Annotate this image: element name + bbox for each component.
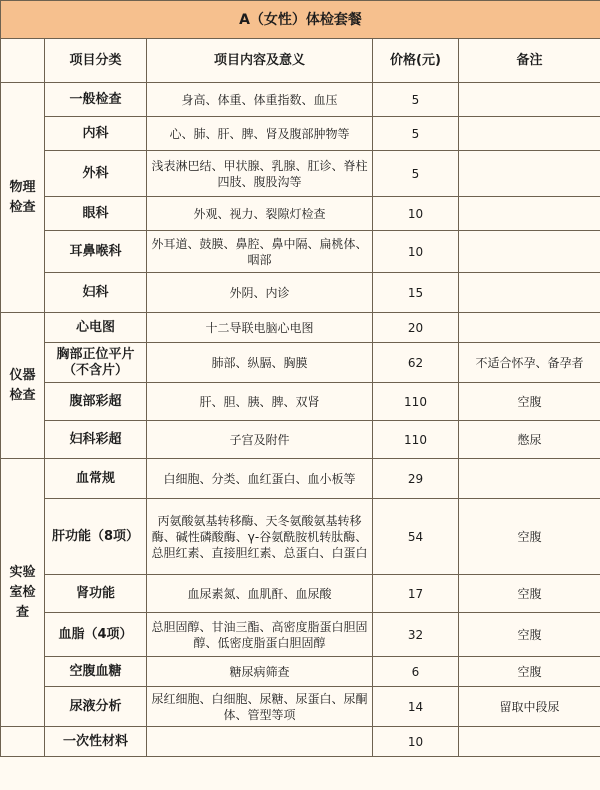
group-instrument [1, 313, 45, 459]
header-note: 备注 [459, 39, 600, 83]
item-price: 17 [373, 575, 459, 613]
group-label: 物理检查 [9, 179, 36, 215]
table-row [1, 197, 600, 231]
item-name: 心电图 [45, 313, 147, 343]
table-row [1, 727, 600, 757]
item-price: 5 [373, 151, 459, 197]
header-category: 项目分类 [45, 39, 147, 83]
item-name: 空腹血糖 [45, 657, 147, 687]
item-note: 憋尿 [459, 421, 600, 459]
item-note: 空腹 [459, 575, 600, 613]
item-note [459, 83, 600, 117]
item-name: 妇科 [45, 273, 147, 313]
table-row [1, 151, 600, 197]
item-name: 胸部正位平片（不含片） [45, 343, 147, 383]
item-content: 肺部、纵膈、胸膜 [147, 343, 373, 383]
extra-blank [1, 727, 45, 757]
table-row [1, 575, 600, 613]
item-content: 糖尿病筛查 [147, 657, 373, 687]
item-note [459, 197, 600, 231]
item-note [459, 151, 600, 197]
table-row [1, 421, 600, 459]
table-title: A（女性）体检套餐 [1, 1, 600, 39]
group-label: 实验室检查 [9, 564, 36, 620]
item-price: 110 [373, 421, 459, 459]
item-note [459, 459, 600, 499]
item-note [459, 231, 600, 273]
item-content: 总胆固醇、甘油三酯、高密度脂蛋白胆固醇、低密度脂蛋白胆固醇 [147, 613, 373, 657]
item-note: 空腹 [459, 613, 600, 657]
item-content: 尿红细胞、白细胞、尿糖、尿蛋白、尿酮体、管型等项 [147, 687, 373, 727]
item-name: 耳鼻喉科 [45, 231, 147, 273]
table-row [1, 313, 600, 343]
table-row [1, 273, 600, 313]
item-note: 空腹 [459, 383, 600, 421]
item-note: 空腹 [459, 499, 600, 575]
table-row [1, 687, 600, 727]
item-content: 十二导联电脑心电图 [147, 313, 373, 343]
header-price: 价格(元) [373, 39, 459, 83]
item-note: 留取中段尿 [459, 687, 600, 727]
header-row [1, 39, 600, 83]
item-name: 眼科 [45, 197, 147, 231]
group-lab [1, 459, 45, 727]
table-row [1, 459, 600, 499]
item-content: 血尿素氮、血肌酐、血尿酸 [147, 575, 373, 613]
item-content: 外观、视力、裂隙灯检查 [147, 197, 373, 231]
item-content: 丙氨酸氨基转移酶、天冬氨酸氨基转移酶、碱性磷酸酶、γ-谷氨酰胺机转肽酶、总胆红素、直接胆红素、总蛋白、白蛋白 [147, 499, 373, 575]
item-name: 血脂（4项） [45, 613, 147, 657]
item-note [459, 727, 600, 757]
item-content: 肝、胆、胰、脾、双肾 [147, 383, 373, 421]
item-name: 妇科彩超 [45, 421, 147, 459]
table-row [1, 657, 600, 687]
item-name: 腹部彩超 [45, 383, 147, 421]
item-note [459, 273, 600, 313]
item-name: 肝功能（8项） [45, 499, 147, 575]
item-price: 6 [373, 657, 459, 687]
item-content: 外耳道、鼓膜、鼻腔、鼻中隔、扁桃体、咽部 [147, 231, 373, 273]
item-content: 心、肺、肝、脾、肾及腹部肿物等 [147, 117, 373, 151]
item-name: 一般检查 [45, 83, 147, 117]
item-name: 内科 [45, 117, 147, 151]
item-name: 尿液分析 [45, 687, 147, 727]
item-note [459, 313, 600, 343]
item-name: 血常规 [45, 459, 147, 499]
item-price: 110 [373, 383, 459, 421]
item-content: 子宫及附件 [147, 421, 373, 459]
item-content: 身高、体重、体重指数、血压 [147, 83, 373, 117]
item-price: 5 [373, 117, 459, 151]
item-price: 29 [373, 459, 459, 499]
group-label: 仪器检查 [9, 367, 36, 403]
item-price: 10 [373, 727, 459, 757]
item-price: 10 [373, 231, 459, 273]
item-price: 54 [373, 499, 459, 575]
item-note [459, 117, 600, 151]
item-content: 外阴、内诊 [147, 273, 373, 313]
item-price: 15 [373, 273, 459, 313]
header-content: 项目内容及意义 [147, 39, 373, 83]
group-physical [1, 83, 45, 313]
item-note: 不适合怀孕、备孕者 [459, 343, 600, 383]
item-price: 10 [373, 197, 459, 231]
table-row [1, 343, 600, 383]
table-row [1, 117, 600, 151]
item-name: 肾功能 [45, 575, 147, 613]
table-body [1, 83, 600, 757]
item-price: 62 [373, 343, 459, 383]
item-price: 20 [373, 313, 459, 343]
item-note: 空腹 [459, 657, 600, 687]
table-row [1, 83, 600, 117]
item-price: 5 [373, 83, 459, 117]
item-content: 浅表淋巴结、甲状腺、乳腺、肛诊、脊柱四肢、腹股沟等 [147, 151, 373, 197]
table-row [1, 499, 600, 575]
table-row [1, 383, 600, 421]
item-price: 32 [373, 613, 459, 657]
item-name: 外科 [45, 151, 147, 197]
table-row [1, 613, 600, 657]
item-content [147, 727, 373, 757]
table-row [1, 231, 600, 273]
item-price: 14 [373, 687, 459, 727]
header-blank [1, 39, 45, 83]
item-name: 一次性材料 [45, 727, 147, 757]
item-content: 白细胞、分类、血红蛋白、血小板等 [147, 459, 373, 499]
